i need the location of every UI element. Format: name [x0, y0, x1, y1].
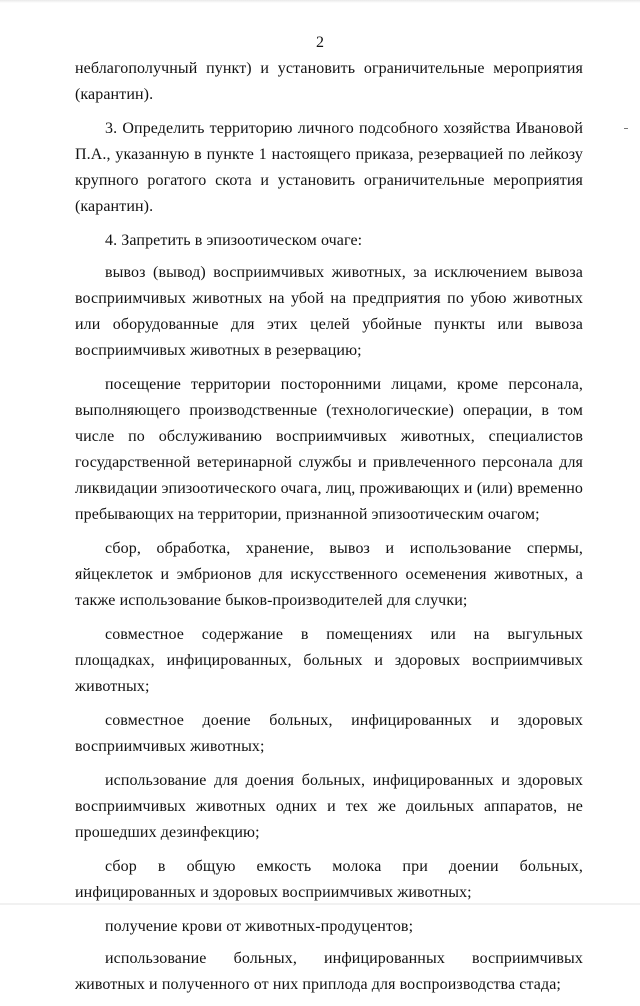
prohibition-item: использование для доения больных, инфицированных и здоровых восприимчивых животных одних и тех же доильных аппаратов, не прошедших дезинфекцию;	[75, 772, 583, 841]
prohibition-item: получение крови от животных-продуцентов;	[105, 918, 414, 935]
document-body	[75, 56, 583, 1006]
paragraph-continuation: неблагополучный пункт) и установить ограничительные мероприятия (карантин).	[75, 60, 583, 103]
paragraph-item-3: 3. Определить территорию личного подсобного хозяйства Ивановой П.А., указанную в пункте 1 настоящего приказа, резервацией по лейкозу крупного рогатого скота и установить ограничительные мероприятия (карантин).	[75, 120, 583, 215]
prohibition-item: сбор, обработка, хранение, вывоз и использование спермы, яйцеклеток и эмбрионов для искусственного осеменения животных, а также использование быков-производителей для случки;	[75, 540, 583, 609]
prohibition-item: совместное доение больных, инфицированных и здоровых восприимчивых животных;	[75, 712, 583, 755]
prohibition-item: вывоз (вывод) восприимчивых животных, за исключением вывоза восприимчивых животных на убой на предприятия по убою животных или оборудованные для этих целей убойные пункты или вывоза восприимчивых животных в резервацию;	[75, 264, 583, 359]
prohibition-item: посещение территории посторонними лицами, кроме персонала, выполняющего производственные (технологические) операции, в том числе по обслуживанию восприимчивых животных, специалистов государственной ветеринарной службы и привлеченного персонала для ликвидации эпизоотического очага, лиц, проживающих и (или) временно пребывающих на территории, признанной эпизоотическим очагом;	[75, 376, 583, 523]
paragraph-item-4: 4. Запретить в эпизоотическом очаге:	[105, 232, 363, 249]
page-number: 2	[316, 34, 324, 51]
prohibition-item: сбор в общую емкость молока при доении больных, инфицированных и здоровых восприимчивых животных;	[75, 858, 583, 901]
scan-edge-top	[0, 0, 640, 3]
prohibition-item: совместное содержание в помещениях или на выгульных площадках, инфицированных, больных и здоровых восприимчивых животных;	[75, 626, 583, 695]
prohibition-item: использование больных, инфицированных восприимчивых животных и полученного от них приплода для воспроизводства стада;	[75, 950, 583, 993]
scan-margin-mark	[624, 128, 628, 129]
